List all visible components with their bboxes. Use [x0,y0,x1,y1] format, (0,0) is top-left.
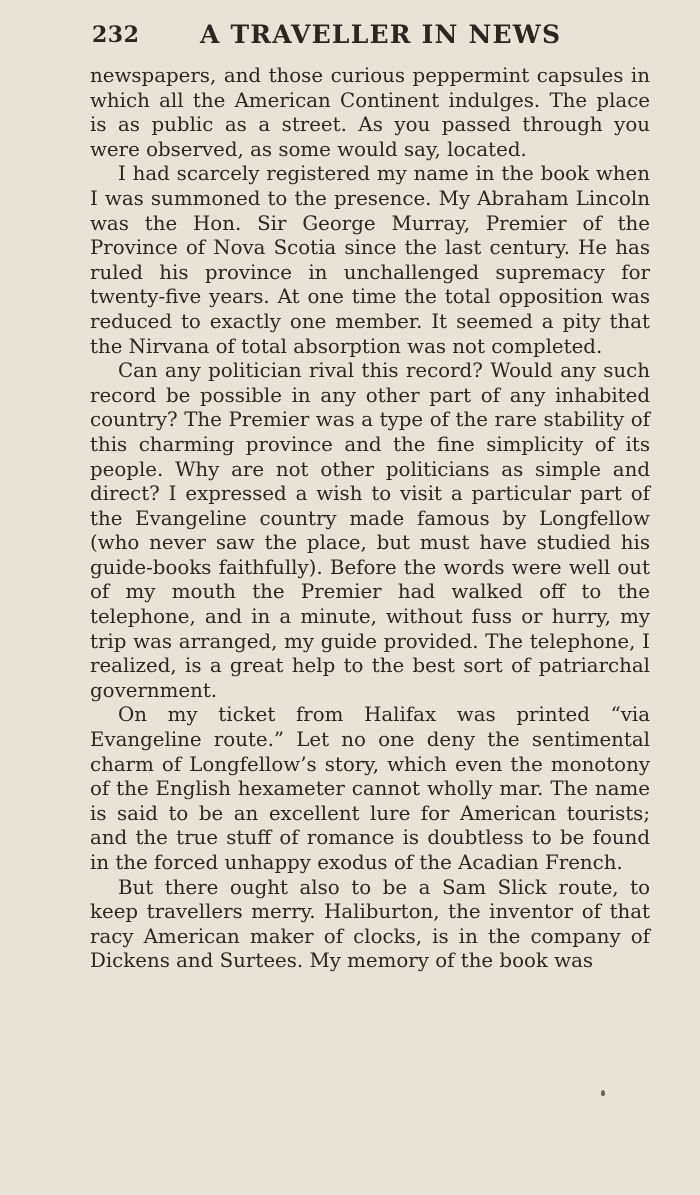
paragraph-2: I had scarcely registered my name in the book when I was summoned to the presence. My Abraham Lincoln was the Hon. Sir George Murray, Premier of the Province of Nova Scotia since the last century. He has ruled his province in unchallenged supremacy for twenty-five years. At one time the total opposition was reduced to exactly one member. It seemed a pity that the Nirvana of total absorption was not completed. [90,162,650,358]
paragraph-5: But there ought also to be a Sam Slick route, to keep travellers merry. Haliburton, the inventor of that racy American maker of clocks, is in the company of Dickens and Surtees. My memory of the book was [90,875,650,973]
body-text [90,64,650,974]
ink-speck [601,1090,605,1096]
page-number: 232 [92,22,140,48]
paragraph-3: Can any politician rival this record? Would any such record be possible in any other part of any inhabited country? The Premier was a type of the rare stability of this charming province and the fine simplicity of its people. Why are not other politicians as simple and direct? I expressed a wish to visit a particular part of the Evangeline country made famous by Longfellow (who never saw the place, but must have studied his guide-books faithfully). Before the words were well out of my mouth the Premier had walked off to the telephone, and in a minute, without fuss or hurry, my trip was arranged, my guide provided. The telephone, I realized, is a great help to the best sort of patriarchal government. [90,359,650,702]
page-header [92,18,656,52]
paragraph-4: On my ticket from Halifax was printed “via Evangeline route.” Let no one deny the sentimental charm of Longfellow’s story, which even the monotony of the English hexameter cannot wholly mar. The name is said to be an excellent lure for American tourists; and the true stuff of romance is doubtless to be found in the forced unhappy exodus of the Acadian French. [90,703,650,874]
paragraph-1: newspapers, and those curious peppermint capsules in which all the American Continent indulges. The place is as public as a street. As you passed through you were observed, as some would say, located. [90,64,650,161]
running-head: A TRAVELLER IN NEWS [200,20,562,49]
